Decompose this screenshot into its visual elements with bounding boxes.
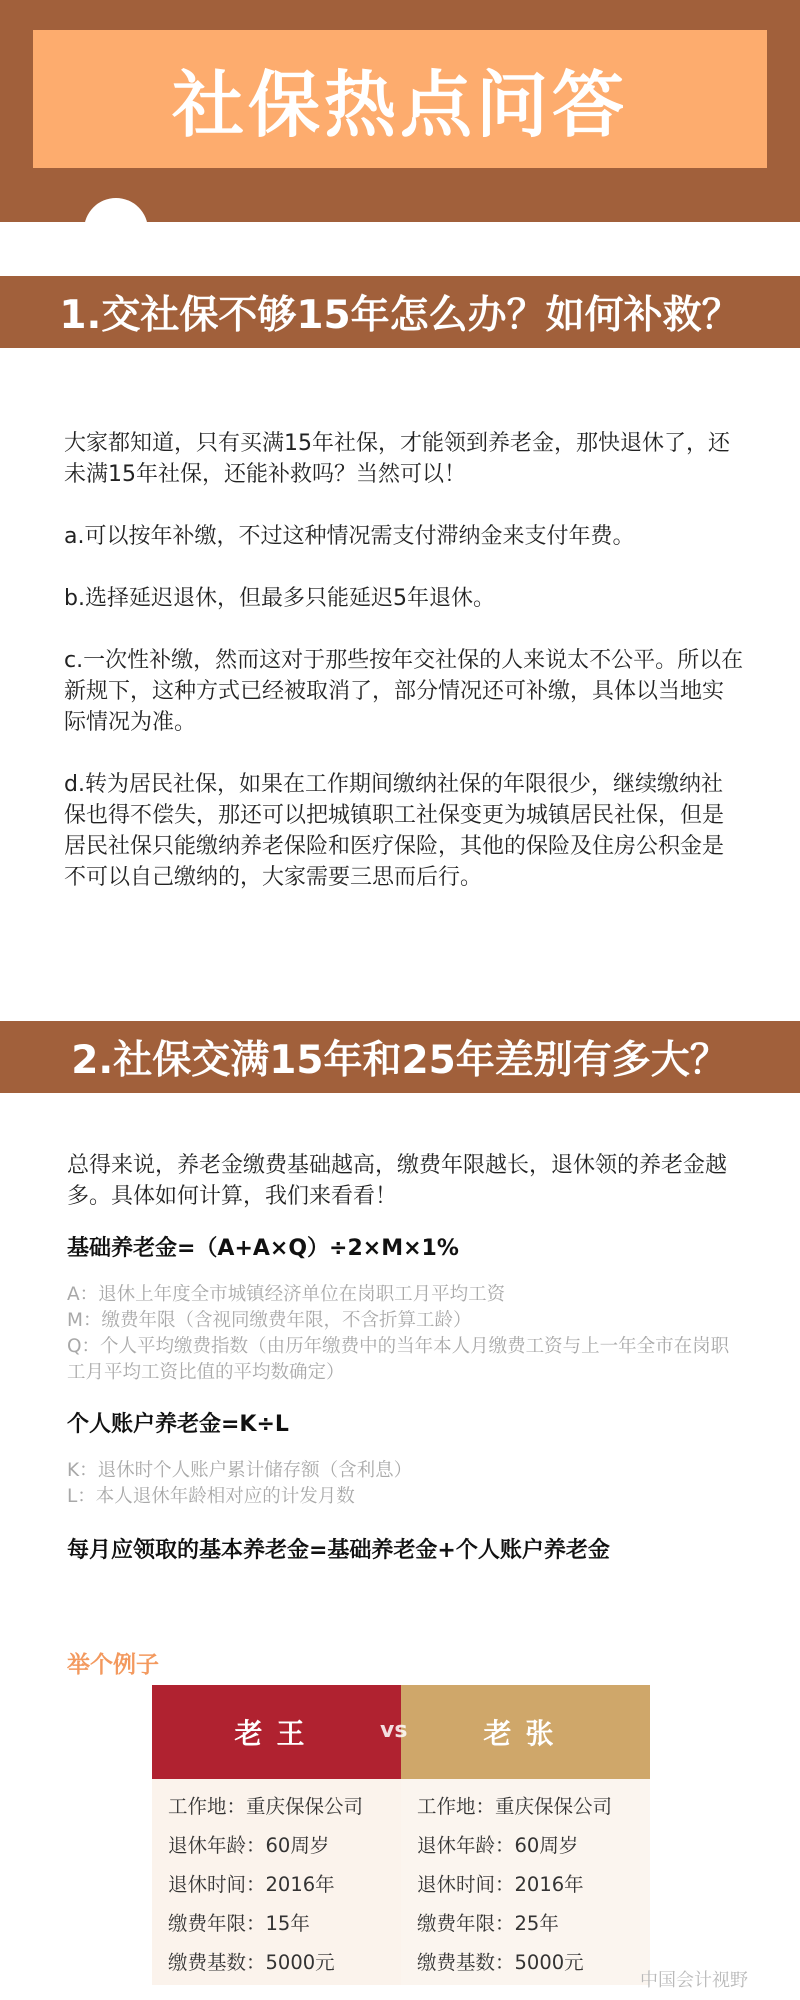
section1-paragraph: d.转为居民社保，如果在工作期间缴纳社保的年限很少，继续缴纳社保也得不偿失，那还可以把城镇职工社保变更为城镇居民社保，但是居民社保只能缴纳养老保险和医疗保险，其他的保险及住房公积金是不可以自己缴纳的，大家需要三思而后行。 <box>64 772 725 890</box>
formula2-notes <box>67 1458 747 1510</box>
watermark: 中国会计视野 <box>640 1970 748 1991</box>
title-box <box>33 30 767 168</box>
note-a: A：退休上年度全市城镇经济单位在岗职工月平均工资 <box>67 1284 506 1305</box>
page-title: 社保热点问答 <box>171 63 628 147</box>
example-column-lao-zhang <box>401 1685 650 1985</box>
formula-personal-account: 个人账户养老金=K÷L <box>67 1412 289 1437</box>
info-row: 缴费年限：25年 <box>417 1912 559 1935</box>
section1-heading: 1.交社保不够15年怎么办？如何补救？ <box>59 293 741 338</box>
section1-paragraph: a.可以按年补缴，不过这种情况需支付滞纳金来支付年费。 <box>64 524 635 549</box>
section2-body <box>67 1150 747 1566</box>
column-header-lao-zhang: 老张 <box>401 1685 650 1779</box>
formula-monthly-pension: 每月应领取的基本养老金=基础养老金+个人账户养老金 <box>67 1538 610 1563</box>
section2-heading-band <box>0 1021 800 1093</box>
note-k: K：退休时个人账户累计储存额（含利息） <box>67 1460 413 1481</box>
info-row: 退休时间：2016年 <box>168 1873 335 1896</box>
note-m: M：缴费年限（含视同缴费年限，不含折算工龄） <box>67 1310 472 1331</box>
info-row: 工作地：重庆保保公司 <box>417 1795 613 1818</box>
info-row: 退休时间：2016年 <box>417 1873 584 1896</box>
vs-label: vs <box>380 1718 408 1743</box>
info-row: 工作地：重庆保保公司 <box>168 1795 364 1818</box>
info-row: 退休年龄：60周岁 <box>168 1834 330 1857</box>
info-row: 缴费年限：15年 <box>168 1912 310 1935</box>
section2-intro: 总得来说，养老金缴费基础越高，缴费年限越长，退休领的养老金越多。具体如何计算，我们来看看！ <box>67 1153 728 1209</box>
section2-heading: 2.社保交满15年和25年差别有多大？ <box>71 1038 729 1083</box>
example-column-lao-wang <box>152 1685 401 1985</box>
column-header-lao-wang: 老王 <box>152 1685 401 1779</box>
section1-body <box>64 428 744 924</box>
section1-paragraph: b.选择延迟退休，但最多只能延迟5年退休。 <box>64 586 495 611</box>
info-row: 缴费基数：5000元 <box>417 1951 584 1974</box>
example-title: 举个例子 <box>67 1652 159 1678</box>
formula-basic-pension: 基础养老金=（A+A×Q）÷2×M×1% <box>67 1236 459 1261</box>
section1-heading-band <box>0 276 800 348</box>
formula1-notes <box>67 1282 747 1386</box>
info-row: 缴费基数：5000元 <box>168 1951 335 1974</box>
section1-paragraph: c.一次性补缴，然而这对于那些按年交社保的人来说太不公平。所以在新规下，这种方式已经被取消了，部分情况还可补缴，具体以当地实际情况为准。 <box>64 648 744 735</box>
note-l: L：本人退休年龄相对应的计发月数 <box>67 1486 355 1507</box>
section1-paragraph: 大家都知道，只有买满15年社保，才能领到养老金，那快退休了，还未满15年社保，还能补救吗？当然可以！ <box>64 431 730 487</box>
note-q: Q：个人平均缴费指数（由历年缴费中的当年本人月缴费工资与上一年全市在岗职工月平均工资比值的平均数确定） <box>67 1336 730 1383</box>
example-comparison-table <box>152 1685 650 1985</box>
info-row: 退休年龄：60周岁 <box>417 1834 579 1857</box>
